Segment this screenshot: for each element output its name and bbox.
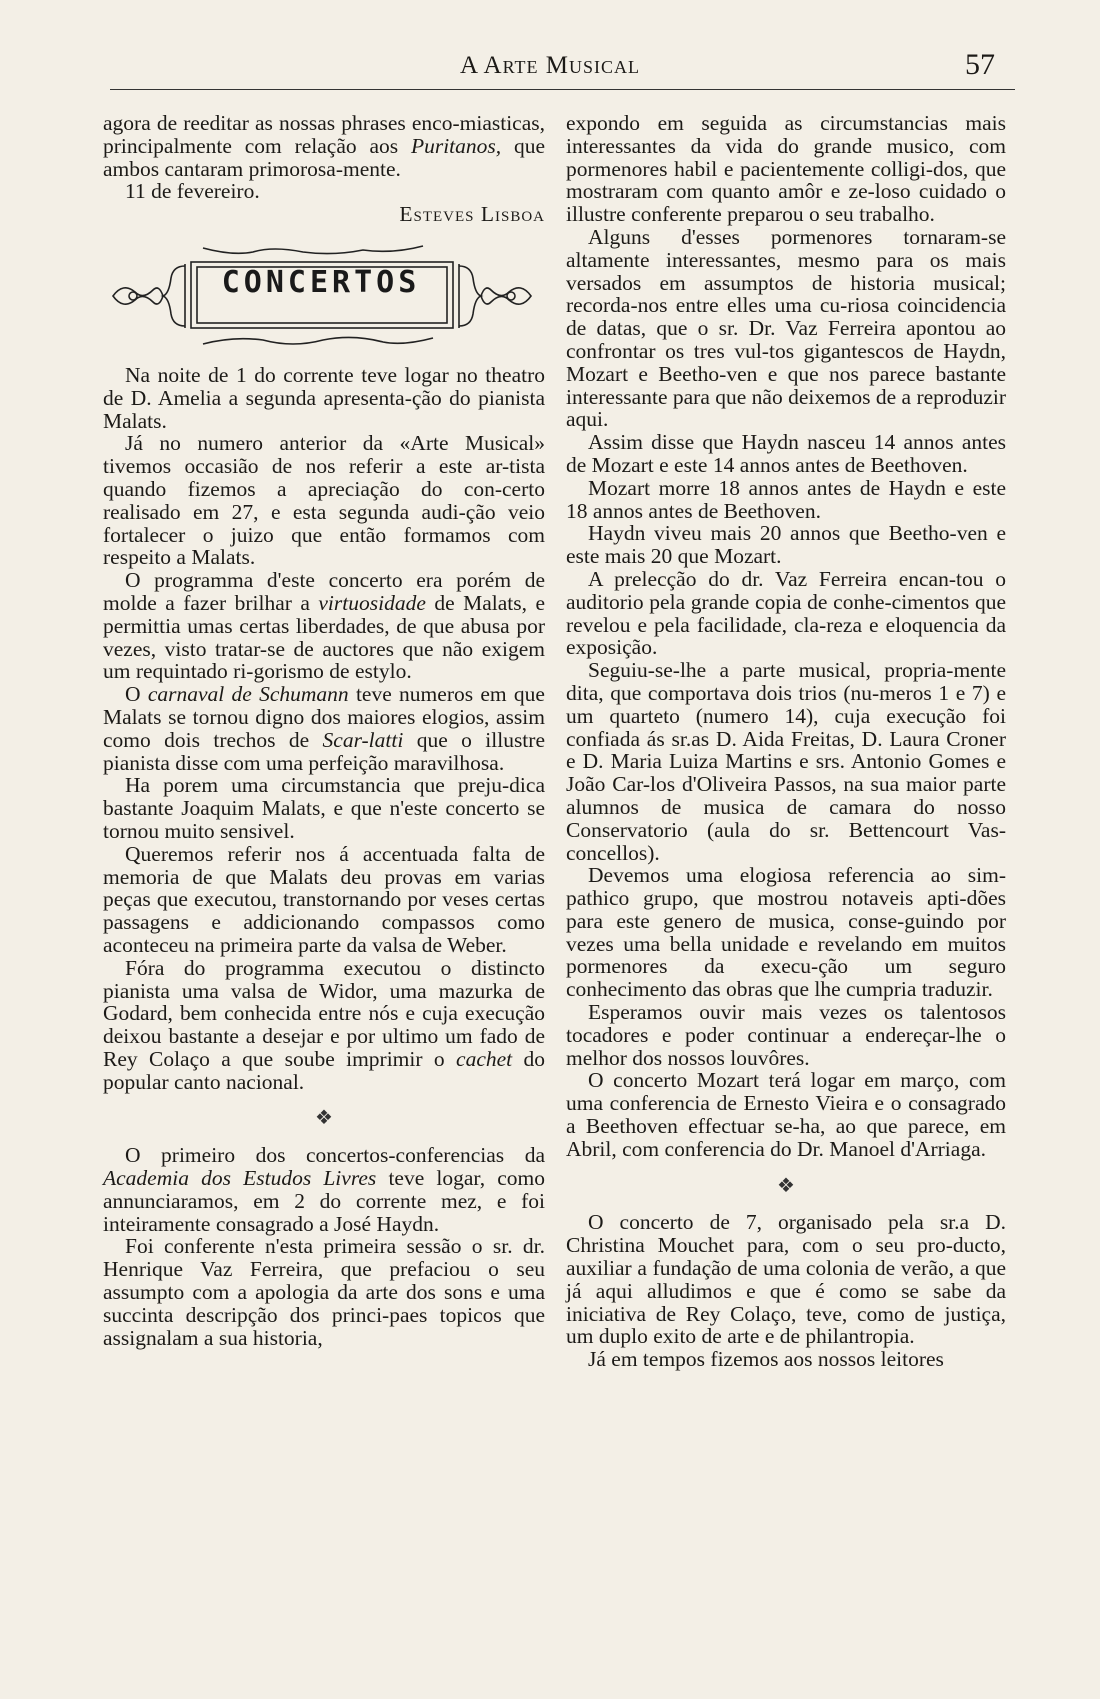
running-title: A Arte Musical [460,52,640,79]
paragraph: O concerto de 7, organisado pela sr.a D. Christina Mouchet para, com o seu pro-ducto, auxiliar a fundação de uma colonia de verão, a que já aqui alludimos e que é como se sabe da iniciativa de Rey Colaço, teve, como de justiça, um duplo exito de arte e de philantropia. [566,1210,1006,1349]
paragraph: Alguns d'esses pormenores tornaram-se altamente interessantes, mesmo para os mais versados em assumptos de historia musical; recorda-nos entre elles uma cu-riosa coincidencia de datas, que o sr. Dr. Vaz Ferreira apontou ao confrontar os tres vul-tos gigantescos de Haydn, Mozart e Beetho-ven e que nos parece bastante interessante para que não deixemos de a reproduzir aqui. [566,224,1006,432]
dateline: 11 de fevereiro. [125,179,260,204]
paragraph: Na noite de 1 do corrente teve logar no theatro de D. Amelia a segunda apresenta-ção do pianista Malats. [103,362,545,433]
paragraph: O programma d'este concerto era porém de molde a fazer brilhar a virtuosidade de Malats, e permittia umas certas liberdades, de que abusa por vezes, visto tratar-se de auctores que não exigem um requintado ri-gorismo de estylo. [103,568,545,684]
paragraph: Devemos uma elogiosa referencia ao sim-pathico grupo, que mostrou notaveis apti-dões para este genero de musica, conse-guindo por vezes uma bella unidade e revelando em muitos pormenores da execu-ção um seguro conhecimento das obras que lhe cumpria traduzir. [566,863,1006,1002]
signature: Esteves Lisboa [399,202,545,227]
paragraph: agora de reeditar as nossas phrases enco-miasticas, principalmente com relação aos Puritanos, que ambos cantaram primorosa-mente. [103,111,545,181]
paragraph: Mozart morre 18 annos antes de Haydn e este 18 annos antes de Beethoven. [566,475,1006,523]
paragraph: A prelecção do dr. Vaz Ferreira encan-tou o auditorio pela grande copia de conhe-cimentos que revelou e pela facilidade, cla-reza e eloquencia da exposição. [566,566,1006,660]
paragraph: Já em tempos fizemos aos nossos leitores [588,1347,944,1372]
paragraph: Queremos referir nos á accentuada falta de memoria de que Malats deu provas em varias peças que executou, transtornando por veses certas passagens e addicionando compassos como aconteceu na primeira parte da valsa de Weber. [103,841,545,957]
paragraph: O primeiro dos concertos-conferencias da Academia dos Estudos Livres teve logar, como annunciaramos, em 2 do corrente mez, e foi inteiramente consagrado a José Haydn. [103,1143,545,1236]
paragraph: Assim disse que Haydn nasceu 14 annos antes de Mozart e este 14 annos antes de Beethoven. [566,430,1006,477]
header-rule [110,89,1015,90]
paragraph: O concerto Mozart terá logar em março, com uma conferencia de Ernesto Vieira e o consagrado a Beethoven effectuar se-ha, ao que parece, em Abril, com conferencia do Dr. Manoel d'Arriaga. [566,1068,1006,1161]
paragraph: Fóra do programma executou o distincto pianista uma valsa de Widor, uma mazurka de Godard, bem conhecida entre nós e cuja execução deixou bastante a desejar e por ultimo um fado de Rey Colaço a que soube imprimir o cachet do popular canto nacional. [103,955,546,1094]
paragraph: Ha porem uma circumstancia que preju-dica bastante Joaquim Malats, e que n'este concerto se tornou muito sensivel. [103,773,545,843]
paragraph: Esperamos ouvir mais vezes os talentosos tocadores e poder continuar a endereçar-lhe o melhor dos nossos louvôres. [566,1000,1006,1070]
section-separator-icon: ❖ [315,1107,333,1130]
section-separator-icon: ❖ [777,1174,795,1197]
paragraph: Seguiu-se-lhe a parte musical, propria-mente dita, que comportava dois trios (nu-meros 1 e 7) e um quarteto (numero 14), cuja execução foi confiada ás sr.as D. Aida Freitas, D. Laura Croner e D. Maria Luiza Martins e srs. Antonio Gomes e João Car-los d'Oliveira Passos, na sua maior parte alumnos de musica de camara do nosso Conservatorio (aula do sr. Bettencourt Vas-concellos). [566,658,1006,865]
paragraph: Foi conferente n'esta primeira sessão o sr. dr. Henrique Vaz Ferreira, que prefaciou o seu assumpto com a apologia da arte dos sons e uma succinta descripção dos princi-paes topicos que assignalam a sua historia, [103,1234,545,1350]
right-column [566,112,1006,1371]
paragraph: Já no numero anterior da «Arte Musical» tivemos occasião de nos referir a este ar-tista quando fizemos a apreciação do con-certo realisado em 27, e esta segunda audi-ção veio fortalecer o juizo que então formamos com respeito a Malats. [103,431,545,570]
paragraph: expondo em seguida as circumstancias mais interessantes da vida do grande musico, com pormenores habil e pacientemente colligi-dos, que mostraram com quanto amôr e ze-loso cuidado o illustre conferente preparou o seu trabalho. [566,111,1006,227]
concertos-banner [103,236,545,356]
section-title: CONCERTOS [221,264,421,300]
paragraph: Haydn viveu mais 20 annos que Beetho-ven e este mais 20 que Mozart. [566,521,1006,569]
page-number: 57 [965,48,995,81]
left-column [103,112,545,1349]
paragraph: O carnaval de Schumann teve numeros em que Malats se tornou digno dos maiores elogios, assim como dois trechos de Scar-latti que o illustre pianista disse com uma perfeição maravilhosa. [103,682,545,775]
